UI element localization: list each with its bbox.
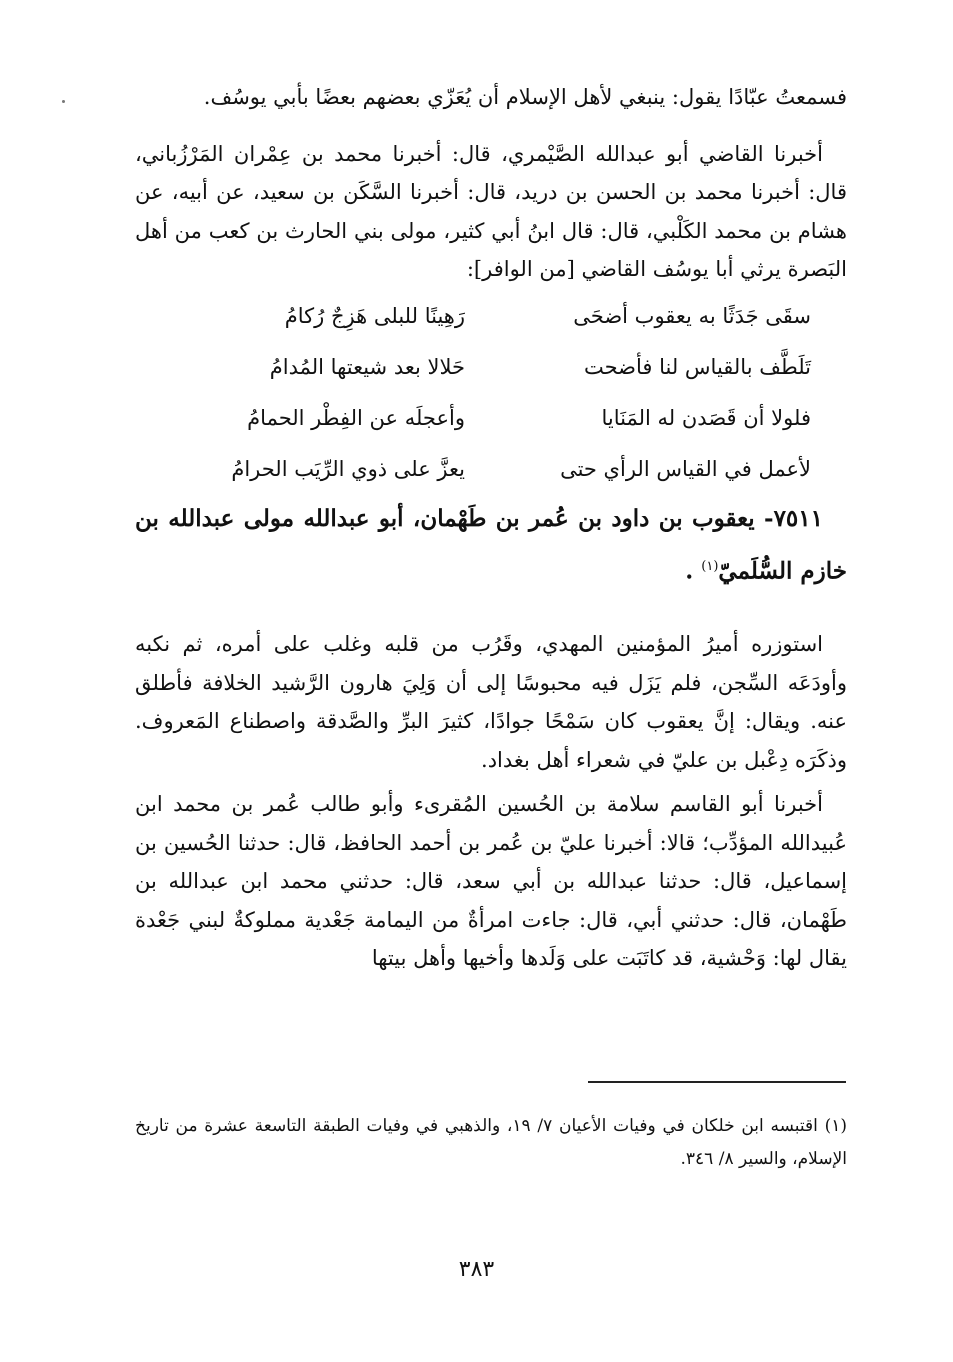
verse-first-hemistich: لأعمل في القياس الرأي حتى [560,456,811,481]
paragraph-2: أخبرنا القاضي أبو عبدالله الصَّيْمري، قال: أخبرنا محمد بن عِمْران المَرْزُباني، قال: أخبرنا محمد بن الحسن بن دريد، قال: أخبرنا السَّكَن بن سعيد، عن أبيه، عن هشام بن محمد الكَلْبي، قال: قال ابنُ أبي كثير، مولى بني الحارث بن كعب من أهل البَصرة يرثي أبا يوسُف القاضي [من الوافر]: [135,141,847,281]
verse-second-hemistich: يعزَّ على ذوي الرِّيَب الحرامُ [231,456,465,481]
page-body [135,78,847,978]
poem [135,291,847,495]
paragraph-1: فسمعتُ عبّادًا يقول: ينبغي لأهل الإسلام أن يُعَزّي بعضهم بعضًا بأبي يوسُف. [203,85,847,109]
verse-first-hemistich: فلولا أن قَصَدن له المَنَايا [601,405,811,430]
poem-verse [135,291,847,342]
paragraph-4: أخبرنا أبو القاسم سلامة بن الحُسين المُقرىء وأبو طالب عُمر بن محمد ابن عُبيدالله المؤدِّب؛ قالا: أخبرنا عليّ بن عُمر بن أحمد الحافظ، قال: حدثنا الحُسين بن إسماعيل، قال: حدثنا عبدالله بن أبي سعد، قال: حدثني محمد ابن عبدالله بن طَهْمان، قال: حدثني أبي، قال: جاءت امرأةٌ من اليمامة جَعْدية مملوكةٌ لبني جَعْدة يقال لها: وَحْشية، قد كاتَبَت على وَلَدها وأخيها وأهل بيتها [135,792,847,971]
page-number: ٣٨٣ [458,1257,495,1282]
footnote: (١) اقتبسه ابن خلكان في وفيات الأعيان ٧/ ١٩، والذهبي في وفيات الطبقة التاسعة عشرة من تاريخ الإسلام، والسير ٨/ ٣٤٦. [135,1116,847,1169]
verse-second-hemistich: وأعجلَه عن الفِطْر الحمامُ [247,405,465,430]
footnote-separator [588,1081,846,1083]
poem-verse [135,393,847,444]
verse-first-hemistich: سقَى جَدَثًا به يعقوب أضحَى [573,303,811,328]
verse-first-hemistich: تَلَطَّف بالقياس لنا فأضحت [583,354,811,379]
footnote-reference: (١) [701,558,719,574]
entry-heading-end: . [685,557,702,585]
entry-heading [135,495,847,596]
paragraph-3: استوزره أميرُ المؤمنين المهدي، وقَرُب من قلبه وغلب على أمره، ثم نكبه وأودَعَه السِّجن، فلم يَزَل فيه محبوسًا إلى أن وَلِيَ هارون الرَّشيد الخلافة فأطلق عنه. ويقال: إنَّ يعقوب كان سَمْحًا جوادًا، كثيرَ البرِّ والصَّدقة واصطناع المَعروف. وذكَرَه دِعْبل بن عليّ في شعراء أهل بغداد. [135,632,847,772]
poem-verse [135,342,847,393]
entry-heading-text: ٧٥١١- يعقوب بن داود بن عُمر بن طَهْمان، أبو عبدالله مولى عبدالله بن خازم السُّلَميّ [135,504,847,585]
verse-second-hemistich: رَهِينًا للبلى هَزِجٌ رُكامُ [284,303,465,328]
margin-speck [62,100,65,103]
poem-verse [135,444,847,495]
verse-second-hemistich: حَلالا بعد شيعتها المُدامُ [269,354,465,379]
